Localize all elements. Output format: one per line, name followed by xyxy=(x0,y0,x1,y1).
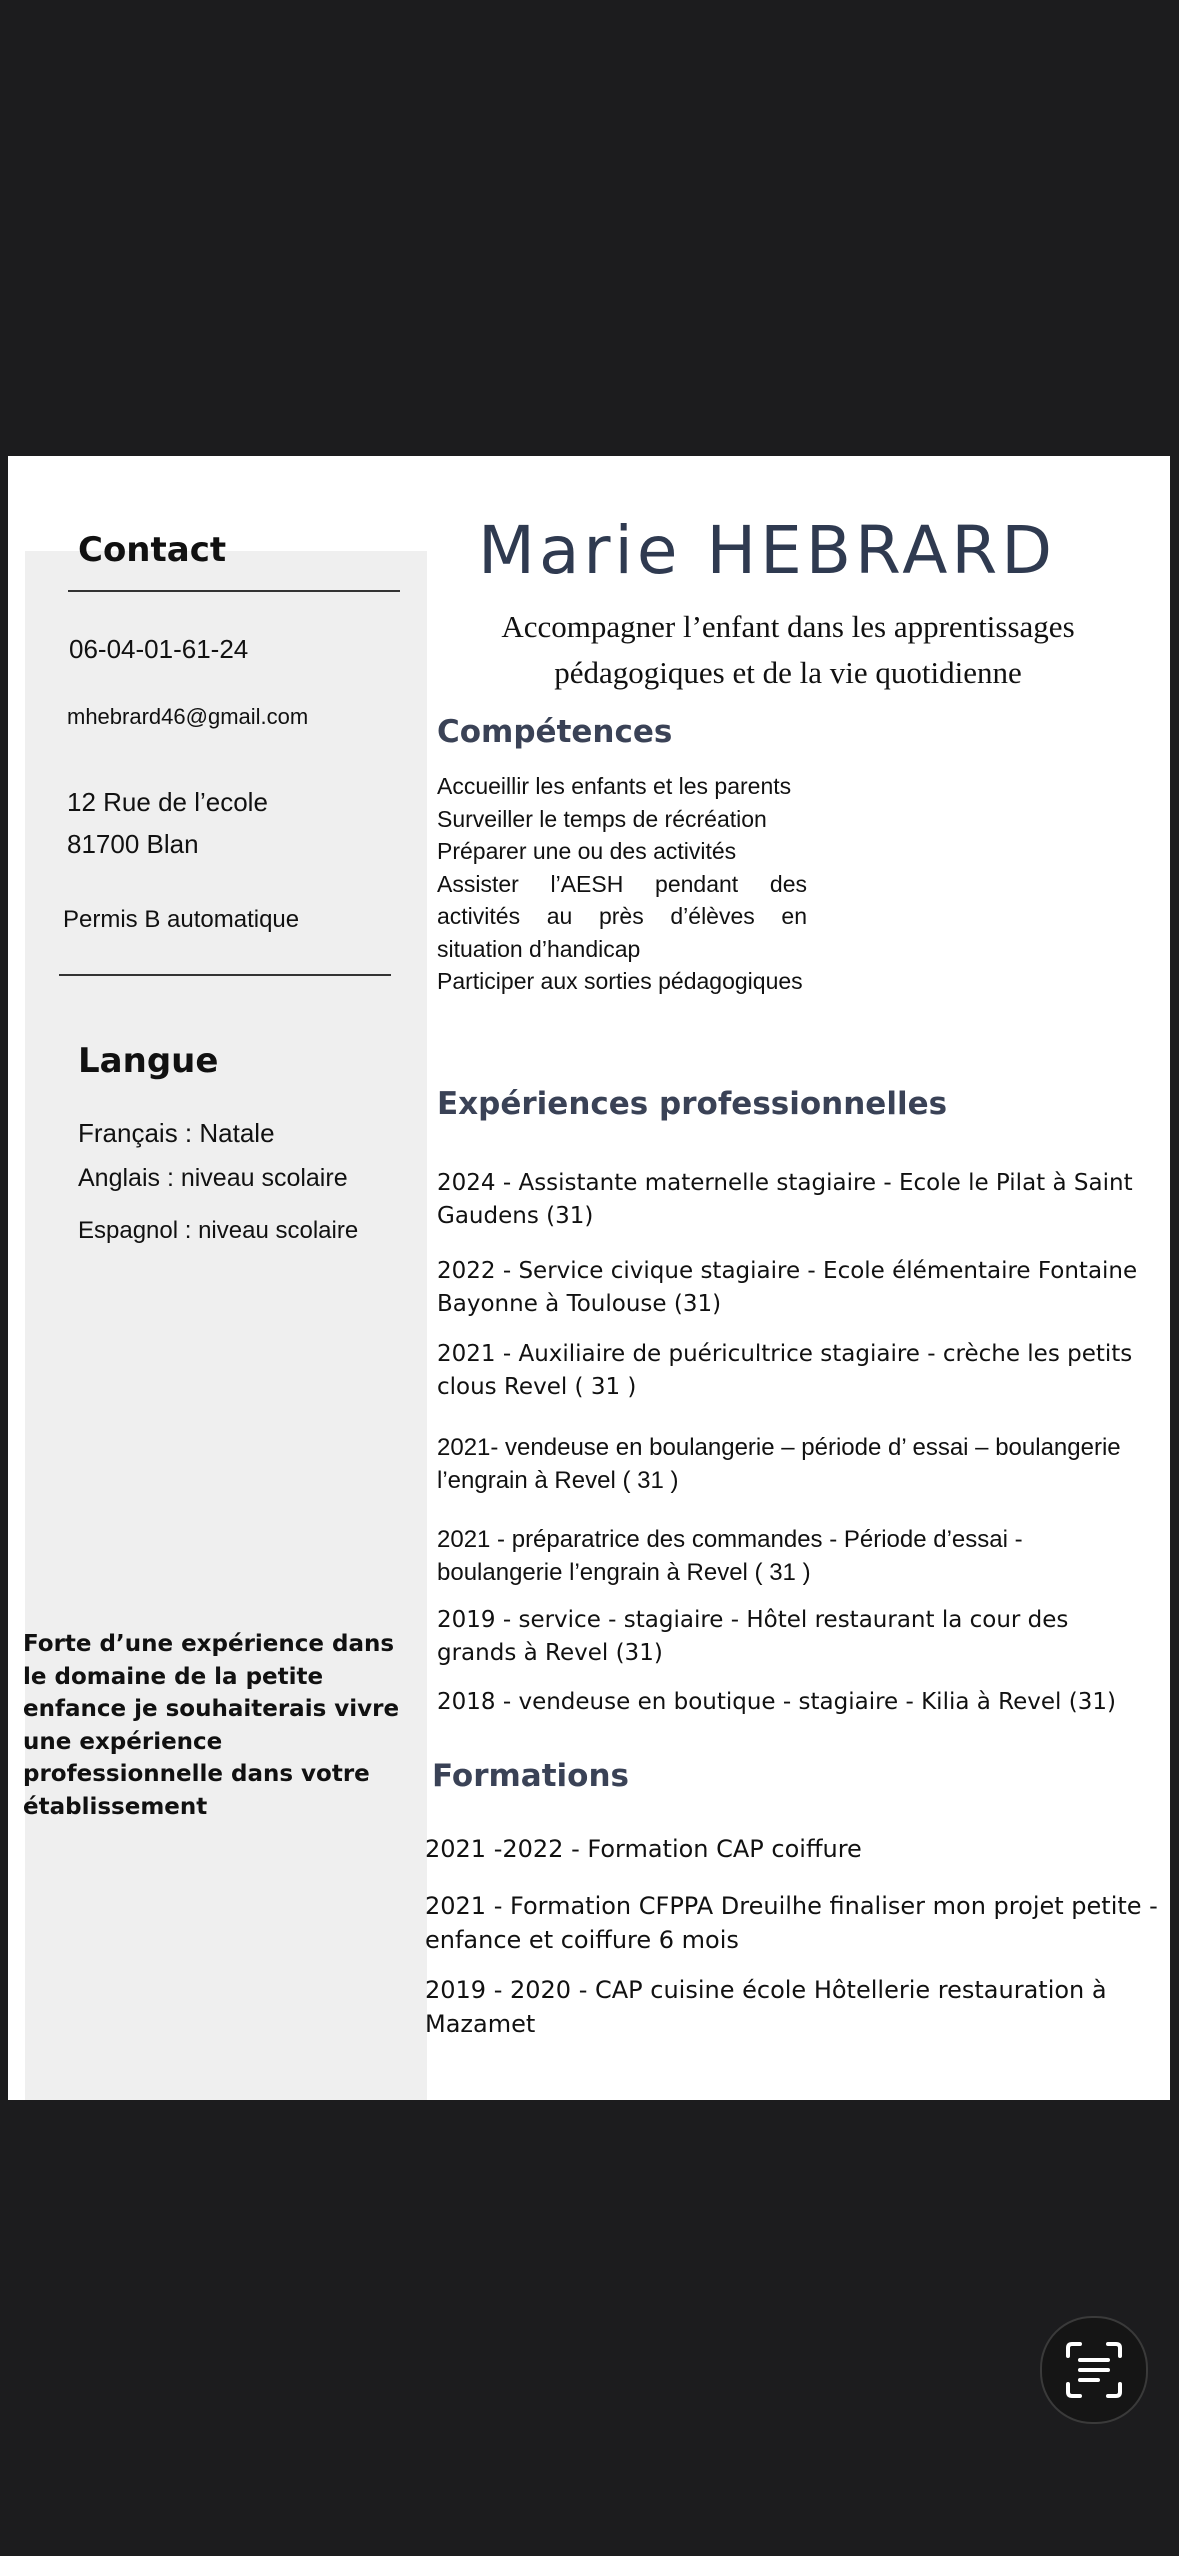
experience-item: 2021 - préparatrice des commandes - Période d’essai - boulangerie l’engrain à Revel ( 31 ) xyxy=(437,1526,1023,1586)
skill-item: Surveiller le temps de récréation xyxy=(437,805,767,832)
divider xyxy=(68,590,400,592)
contact-phone: 06-04-01-61-24 xyxy=(69,634,249,664)
languages-heading: Langue xyxy=(78,1041,219,1081)
contact-heading: Contact xyxy=(78,530,227,570)
contact-email: mhebrard46@gmail.com xyxy=(67,704,309,729)
contact-address-line1: 12 Rue de l’ecole xyxy=(67,787,268,817)
formations-heading: Formations xyxy=(432,1758,629,1794)
experience-item: 2018 - vendeuse en boutique - stagiaire - Kilia à Revel (31) xyxy=(437,1689,1116,1715)
skill-item: Assister l’AESH pendant des activités au près d’élèves en situation d’handicap xyxy=(437,870,807,962)
pitch-text: Forte d’une expérience dans le domaine de la petite enfance je souhaiterais vivre une expérience professionnelle dans votre établissement xyxy=(23,1631,400,1820)
scan-text-button[interactable] xyxy=(1040,2316,1148,2424)
resume-document xyxy=(8,456,1170,2100)
experience-item: 2022 - Service civique stagiaire - Ecole élémentaire Fontaine Bayonne à Toulouse (31) xyxy=(437,1258,1138,1317)
language-item: Espagnol : niveau scolaire xyxy=(78,1217,359,1244)
experience-item: 2024 - Assistante maternelle stagiaire - Ecole le Pilat à Saint Gaudens (31) xyxy=(437,1170,1133,1229)
skill-item: Préparer une ou des activités xyxy=(437,838,737,864)
experience-item: 2019 - service - stagiaire - Hôtel restaurant la cour des grands à Revel (31) xyxy=(437,1607,1069,1666)
experience-item: 2021- vendeuse en boulangerie – période d’ essai – boulangerie l’engrain à Revel ( 31 ) xyxy=(437,1434,1121,1494)
resume-sidebar xyxy=(25,551,427,2100)
skill-item: Participer aux sorties pédagogiques xyxy=(437,968,803,994)
experience-heading: Expériences professionnelles xyxy=(437,1086,948,1122)
contact-address-line2: 81700 Blan xyxy=(67,829,199,859)
skill-item: Accueillir les enfants et les parents xyxy=(437,773,792,799)
scan-text-icon xyxy=(1042,2318,1146,2422)
experience-item: 2021 - Auxiliaire de puéricultrice stagiaire - crèche les petits clous Revel ( 31 ) xyxy=(437,1341,1133,1400)
formation-item: 2019 - 2020 - CAP cuisine école Hôtellerie restauration à Mazamet xyxy=(425,1976,1107,2038)
divider xyxy=(59,974,391,976)
formation-item: 2021 - Formation CFPPA Dreuilhe finaliser mon projet petite - enfance et coiffure 6 mois xyxy=(425,1892,1158,1954)
skills-heading: Compétences xyxy=(437,714,673,750)
language-item: Anglais : niveau scolaire xyxy=(78,1164,348,1192)
language-item: Français : Natale xyxy=(78,1118,275,1148)
contact-license: Permis B automatique xyxy=(63,906,300,933)
skills-list xyxy=(437,770,807,998)
candidate-name: Marie HEBRARD xyxy=(478,512,1057,589)
tagline: Accompagner l’enfant dans les apprentissages pédagogiques et de la vie quotidienne xyxy=(501,609,1075,690)
formation-item: 2021 -2022 - Formation CAP coiffure xyxy=(425,1835,862,1863)
